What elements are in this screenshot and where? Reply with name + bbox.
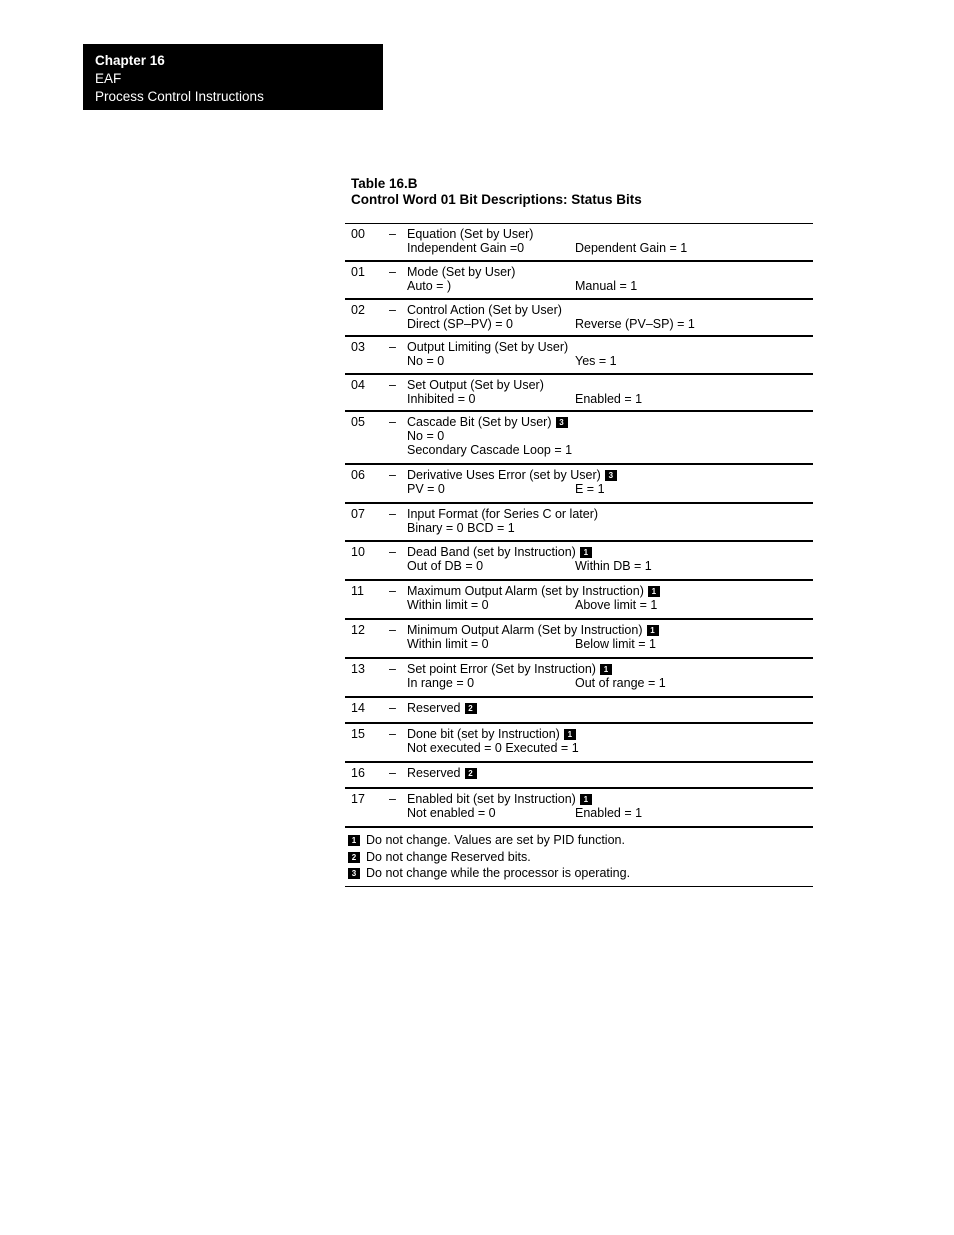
value-zero: In range = 0	[407, 676, 475, 690]
bit-number: 07	[351, 507, 365, 521]
footnote-marker: 2	[348, 852, 360, 863]
table-row	[345, 724, 813, 763]
bit-title-text: Mode (Set by User)	[407, 265, 516, 279]
bit-dash: –	[389, 378, 396, 392]
bit-dash: –	[389, 545, 396, 559]
footnote-marker: 1	[648, 586, 660, 597]
footnote-text: Do not change Reserved bits.	[366, 849, 531, 864]
table-row	[345, 620, 813, 659]
bit-title	[407, 415, 568, 429]
table-rows	[345, 224, 813, 828]
value-zero: Direct (SP–PV) = 0	[407, 317, 513, 331]
bit-number: 11	[351, 584, 364, 598]
bit-number: 06	[351, 468, 365, 482]
bit-title	[407, 545, 592, 559]
table-title: Control Word 01 Bit Descriptions: Status Bits	[351, 192, 642, 207]
bit-title	[407, 265, 515, 279]
bit-title-text: Maximum Output Alarm (set by Instruction)	[407, 584, 644, 598]
bit-title	[407, 792, 592, 806]
value-one: E = 1	[575, 482, 605, 496]
bit-number: 00	[351, 227, 365, 241]
bit-number: 12	[351, 623, 365, 637]
chapter-header	[83, 44, 383, 110]
bit-number: 02	[351, 303, 365, 317]
footnote-marker: 1	[647, 625, 659, 636]
value-one: Manual = 1	[575, 279, 638, 293]
bit-title-text: Enabled bit (set by Instruction)	[407, 792, 576, 806]
table-row	[345, 337, 813, 375]
bit-dash: –	[389, 303, 396, 317]
value-zero: PV = 0	[407, 482, 445, 496]
bit-dash: –	[389, 468, 396, 482]
table-row	[345, 262, 813, 300]
table-row	[345, 375, 813, 412]
bit-number: 16	[351, 766, 365, 780]
bit-title-text: Reserved	[407, 701, 461, 715]
footnote-marker: 1	[580, 547, 592, 558]
footnote-marker: 1	[580, 794, 592, 805]
value-one: Within DB = 1	[575, 559, 652, 573]
table-row	[345, 224, 813, 262]
table-row	[345, 465, 813, 504]
value-one: Above limit = 1	[575, 598, 658, 612]
table-row	[345, 763, 813, 789]
bit-dash: –	[389, 662, 396, 676]
value-zero: Auto = )	[407, 279, 452, 293]
value-zero: Binary = 0 BCD = 1	[407, 521, 515, 535]
bit-title-text: Output Limiting (Set by User)	[407, 340, 569, 354]
bit-title-text: Done bit (set by Instruction)	[407, 727, 560, 741]
bit-dash: –	[389, 415, 396, 429]
value-zero: Not enabled = 0	[407, 806, 496, 820]
table-footnotes	[345, 828, 813, 887]
table-row	[345, 542, 813, 581]
footnote-marker: 1	[348, 835, 360, 846]
bit-title-text: Minimum Output Alarm (Set by Instruction)	[407, 623, 643, 637]
bit-dash: –	[389, 265, 396, 279]
value-zero: Inhibited = 0	[407, 392, 476, 406]
bit-title	[407, 766, 477, 780]
value-one: Out of range = 1	[575, 676, 666, 690]
bit-title	[407, 340, 568, 354]
table-row	[345, 659, 813, 698]
footnote-text: Do not change while the processor is operating.	[366, 866, 631, 880]
bit-title	[407, 584, 660, 598]
footnote-marker: 1	[564, 729, 576, 740]
value-one: Reverse (PV–SP) = 1	[575, 317, 695, 331]
bit-title-text: Set Output (Set by User)	[407, 378, 544, 392]
bit-number: 10	[351, 545, 365, 559]
bit-number: 13	[351, 662, 365, 676]
value-one: Dependent Gain = 1	[575, 241, 688, 255]
bit-dash: –	[389, 584, 396, 598]
table-caption	[351, 176, 642, 208]
footnote-marker: 3	[605, 470, 617, 481]
value-extra: Secondary Cascade Loop = 1	[407, 443, 573, 457]
footnote-marker: 3	[556, 417, 568, 428]
bit-title-text: Set point Error (Set by Instruction)	[407, 662, 596, 676]
bit-dash: –	[389, 623, 396, 637]
bit-title	[407, 227, 533, 241]
bit-title-text: Derivative Uses Error (set by User)	[407, 468, 601, 482]
bit-dash: –	[389, 766, 396, 780]
footnote-marker: 3	[348, 868, 360, 879]
bit-title	[407, 701, 477, 715]
bit-title	[407, 662, 612, 676]
footnote	[348, 849, 813, 866]
status-bits-table	[345, 223, 813, 887]
bit-title	[407, 378, 544, 392]
bit-title-text: Reserved	[407, 766, 461, 780]
table-label: Table 16.B	[351, 176, 418, 191]
footnote	[348, 865, 813, 882]
value-one: Enabled = 1	[575, 392, 643, 406]
bit-number: 04	[351, 378, 365, 392]
value-one: Below limit = 1	[575, 637, 656, 651]
value-zero: No = 0	[407, 354, 445, 368]
bit-dash: –	[389, 727, 396, 741]
bit-title-text: Input Format (for Series C or later)	[407, 507, 599, 521]
bit-title	[407, 507, 598, 521]
value-one: Yes = 1	[575, 354, 617, 368]
footnote-marker: 1	[600, 664, 612, 675]
bit-number: 15	[351, 727, 365, 741]
table-row	[345, 504, 813, 542]
bit-title	[407, 468, 617, 482]
footnote	[348, 832, 813, 849]
bit-number: 05	[351, 415, 365, 429]
bit-title-text: Control Action (Set by User)	[407, 303, 562, 317]
bit-number: 14	[351, 701, 365, 715]
table-row	[345, 698, 813, 724]
bit-title	[407, 303, 562, 317]
footnote-text: Do not change. Values are set by PID function.	[366, 833, 625, 847]
table-row	[345, 412, 813, 465]
value-zero: Within limit = 0	[407, 637, 489, 651]
bit-number: 01	[351, 265, 365, 279]
bit-number: 17	[351, 792, 365, 806]
value-zero: Within limit = 0	[407, 598, 489, 612]
value-zero: Independent Gain =0	[407, 241, 525, 255]
chapter-number: Chapter 16	[95, 53, 165, 68]
chapter-section: EAF	[95, 71, 122, 86]
bit-title-text: Cascade Bit (Set by User)	[407, 415, 552, 429]
value-zero: Not executed = 0 Executed = 1	[407, 741, 579, 755]
bit-dash: –	[389, 227, 396, 241]
bit-title-text: Dead Band (set by Instruction)	[407, 545, 576, 559]
bit-dash: –	[389, 507, 396, 521]
bit-dash: –	[389, 340, 396, 354]
bit-dash: –	[389, 792, 396, 806]
bit-number: 03	[351, 340, 365, 354]
table-row	[345, 789, 813, 828]
footnote-marker: 2	[465, 768, 477, 779]
chapter-title: Process Control Instructions	[95, 89, 264, 104]
bit-dash: –	[389, 701, 396, 715]
value-one: Enabled = 1	[575, 806, 643, 820]
table-row	[345, 581, 813, 620]
value-zero: No = 0	[407, 429, 445, 443]
value-zero: Out of DB = 0	[407, 559, 484, 573]
bit-title	[407, 727, 576, 741]
bit-title-text: Equation (Set by User)	[407, 227, 534, 241]
footnote-marker: 2	[465, 703, 477, 714]
table-row	[345, 300, 813, 337]
bit-title	[407, 623, 659, 637]
